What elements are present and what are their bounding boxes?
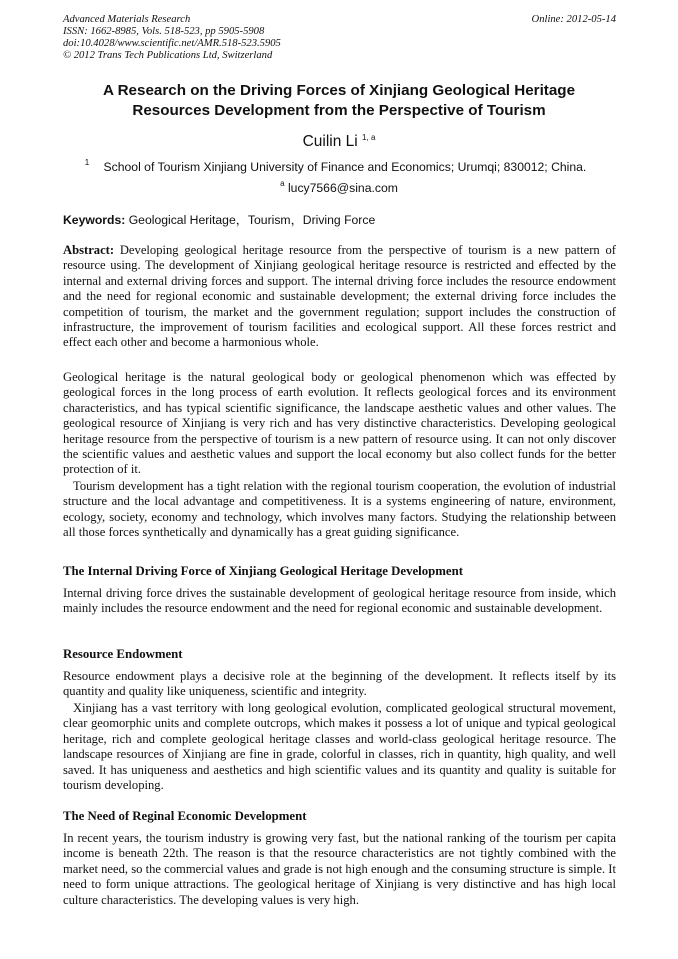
author-name: Cuilin Li (302, 133, 358, 150)
keywords-label: Keywords: (63, 213, 126, 227)
intro-paragraph-1: Geological heritage is the natural geological body or geological phenomenon which was effected by geological forces in the long process of earth evolution. It reflects geological forces and its environment characteristics, and has typical scientific significance, the landscape aesthetic values and other values. The geological resource of Xinjiang is very rich and has very distinctive characteristics. Developing geological heritage resource from the perspective of tourism is a new pattern of resource using. It can not only discover the scientific values and aesthetic values and support the local economy but also collect funds for the better protection of it. (63, 370, 616, 477)
keywords (63, 212, 616, 228)
abstract (63, 243, 616, 351)
journal-header (63, 14, 616, 62)
title-line-2: Resources Development from the Perspective of Tourism (132, 102, 546, 119)
email-superscript: a (280, 179, 285, 188)
affiliation-superscript: 1 (84, 158, 90, 167)
affiliation-text: School of Tourism Xinjiang University of Finance and Economics; Urumqi; 830012; China. (103, 160, 587, 174)
online-date: Online: 2012-05-14 (531, 14, 616, 25)
resource-endowment-paragraph-2: Xinjiang has a vast territory with long geological evolution, complicated geological structural movement, clear geomorphic units and complete outcrops, which makes it possess a lot of unique and typical geological heritage, rich and complete geological heritage classes and world-class geological heritage resource. The landscape resources of Xinjiang are fine in grade, colorful in classes, rich in quantity, high quality, and well saved. It has uniqueness and aesthetics and high scientific values and its quantity and quality is suitable for tourism developing. (63, 701, 616, 793)
keywords-text: Geological Heritage，Tourism，Driving Force (125, 213, 376, 227)
abstract-text: Developing geological heritage resource from the perspective of tourism is a new pattern of resource using. The development of Xinjiang geological heritage resource is restricted and effected by the internal and external driving forces and support. The internal driving force includes the resource endowment and the need for regional economic and sustainable development; the external driving force includes the competition of tourism, the market and the government regulation; support includes the construction of infrastructure, the improvement of tourism facilities and ecological support. All these forces restrict and effect each other and become a harmonious whole. (63, 243, 616, 350)
author-email (63, 176, 615, 196)
resource-endowment-paragraph-1: Resource endowment plays a decisive role at the beginning of the development. It reflects itself by its quantity and quality like uniqueness, scientific and integrity. (63, 669, 616, 699)
email-text: lucy7566@sina.com (287, 181, 398, 195)
section-heading-resource-endowment: Resource Endowment (63, 647, 183, 661)
doi-line: doi:10.4028/www.scientific.net/AMR.518-523.5905 (63, 38, 281, 49)
affiliation (63, 155, 615, 175)
issn-line: ISSN: 1662-8985, Vols. 518-523, pp 5905-5908 (63, 26, 265, 37)
author-superscript: 1, a (362, 133, 376, 142)
title-line-1: A Research on the Driving Forces of Xinjiang Geological Heritage (102, 82, 576, 99)
abstract-label: Abstract: (63, 243, 115, 257)
section-internal-driving-force-text: Internal driving force drives the sustainable development of geological heritage resource from inside, which mainly includes the resource endowment and the need for regional economic and sustainable development. (63, 586, 616, 616)
journal-name: Advanced Materials Research (63, 14, 191, 25)
paper-title (63, 81, 615, 121)
section-heading-regional-economic-development: The Need of Reginal Economic Development (63, 809, 307, 823)
author-line (63, 128, 615, 152)
regional-economic-development-text: In recent years, the tourism industry is growing very fast, but the national ranking of the tourism per capita income is beneath 22th. The reason is that the resource characteristics are not tightly combined with the market need, so the commercial values and grade is not high enough and the consuming structure is simple. It need to form unique attractions. The geological heritage of Xinjiang is very distinctive and has high local culture characteristics. The developing values is very high. (63, 831, 616, 907)
copyright-line: © 2012 Trans Tech Publications Ltd, Switzerland (63, 50, 273, 61)
section-heading-internal-driving-force: The Internal Driving Force of Xinjiang Geological Heritage Development (63, 564, 463, 578)
intro-paragraph-2: Tourism development has a tight relation with the regional tourism cooperation, the evolution of industrial structure and the local advantage and competitiveness. It is a systems engineering of nature, environment, ecology, society, economy and technology, which involves many factors. Studying the relationship between all those forces synthetically and dynamically has a great guiding significance. (63, 479, 616, 540)
